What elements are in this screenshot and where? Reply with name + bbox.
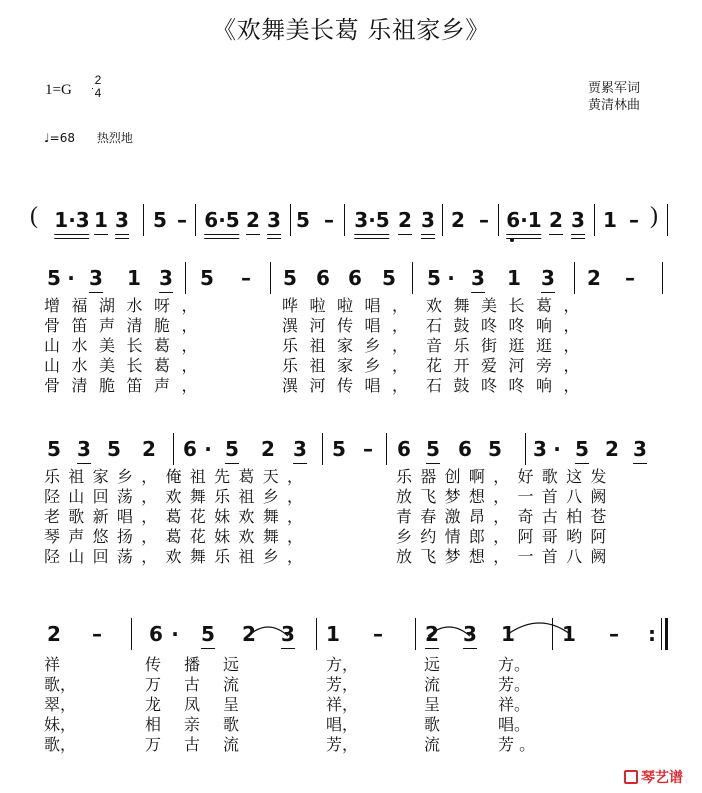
barline (552, 618, 553, 650)
intro-note: 5 (153, 208, 167, 232)
slur-marks (0, 622, 702, 652)
system3-lyrics-col2 (145, 655, 262, 755)
dash: – (609, 622, 619, 646)
note: 5 (427, 266, 441, 290)
lyric-line: 骨清脆笛声， (44, 376, 210, 395)
lyric-line: 潩河传唱， (282, 316, 420, 335)
barline (667, 204, 668, 236)
note: 6 (397, 437, 411, 461)
lyric: 歌， (44, 675, 77, 694)
credits (588, 80, 640, 114)
note: 2 (47, 622, 61, 646)
lyric-line: 潩河传唱， (282, 376, 420, 395)
dash: – (363, 437, 373, 461)
note: 2 (425, 622, 439, 646)
note: 1 (507, 266, 521, 290)
note: 1 (127, 266, 141, 290)
system2-lyrics-col2 (396, 467, 615, 567)
lyric-line: 放飞梦想，一首八阙 (396, 547, 615, 566)
time-top: 2 (94, 73, 102, 87)
lyric: 歌 (424, 715, 441, 734)
barline (185, 262, 186, 294)
final-barline-thin (661, 618, 662, 650)
note: 5 (47, 266, 61, 290)
intro-dash: – (479, 208, 489, 232)
note: 6 (316, 266, 330, 290)
lyric: 祥。 (498, 695, 531, 714)
note: 1 (326, 622, 340, 646)
lyric: 方。 (498, 655, 531, 674)
composer: 黄清林曲 (587, 98, 640, 113)
lyric: 祥， (326, 695, 359, 714)
lyric: 远 (424, 655, 441, 674)
barline (195, 204, 196, 236)
lyric: 芳， (326, 735, 359, 754)
lyric: 芳 。 (498, 735, 536, 754)
lyric-line: 放飞梦想，一首八阙 (396, 487, 615, 506)
intro-note: 2 (451, 208, 465, 232)
intro-note: 6·5 (204, 208, 240, 232)
barline (386, 433, 387, 465)
barline (143, 204, 144, 236)
lyric: 万古流 (145, 735, 263, 754)
dash: – (92, 622, 102, 646)
barline (173, 433, 174, 465)
intro-note: 1 (94, 208, 108, 232)
lyricist: 贾累军词 (587, 81, 640, 96)
note: 6 (183, 437, 197, 461)
intro-note: 3 (571, 208, 585, 232)
lyric: 传播远 (145, 655, 263, 674)
lyric: 相亲歌 (145, 715, 263, 734)
barline (316, 618, 317, 650)
intro-close-paren: ) (650, 203, 658, 229)
lyric-line: 石鼓咚咚响， (426, 376, 592, 395)
dot: · (447, 266, 455, 290)
lyric: 芳。 (498, 675, 531, 694)
lyric-line: 陉山回荡，欢舞乐祖乡， (44, 487, 312, 506)
lyric: 唱。 (498, 715, 531, 734)
lyric: 龙凤呈 (145, 695, 263, 714)
expression-mark: 热烈地 (96, 131, 133, 145)
system1-lyrics-col1 (44, 296, 209, 396)
note: 3 (471, 266, 485, 290)
system3-lyrics-col5 (498, 655, 535, 755)
watermark-logo (624, 767, 683, 787)
note: 5 (47, 437, 61, 461)
lyric: 歌， (44, 735, 77, 754)
note: 3 (159, 266, 173, 290)
lyric-line: 音乐街逛逛， (426, 336, 592, 355)
barline (415, 618, 416, 650)
lyric-line: 花开爱河旁， (426, 356, 592, 375)
note: 5 (201, 622, 215, 646)
lyric-line: 石鼓咚咚响， (426, 316, 592, 335)
barline (344, 204, 345, 236)
lyric-line: 乐祖家乡， (282, 356, 420, 375)
note: 5 (426, 437, 440, 461)
note: 5 (488, 437, 502, 461)
dot: · (204, 437, 212, 461)
intro-note: 2 (549, 208, 563, 232)
note: 5 (283, 266, 297, 290)
barline (498, 204, 499, 236)
intro-note: 6·1 (506, 208, 542, 232)
repeat-dots: : (648, 622, 656, 646)
slur (508, 623, 570, 634)
intro-note: 2 (246, 208, 260, 232)
lyric-line: 乡约情郎，阿哥哟阿 (396, 527, 615, 546)
lyric: 流 (424, 675, 441, 694)
song-title: 《欢舞美长葛 乐祖家乡》 (212, 16, 490, 44)
lyric: 呈 (424, 695, 441, 714)
tempo-mark: ♩=68 (44, 131, 75, 145)
dot: · (67, 266, 75, 290)
lyric-line: 琴声悠扬，葛花妹欢舞， (44, 527, 312, 546)
lyric-line: 乐祖家乡， (282, 336, 420, 355)
barline (442, 204, 443, 236)
barline (290, 204, 291, 236)
note: 3 (633, 437, 647, 461)
system3-lyrics-col1 (44, 655, 76, 755)
note: 2 (587, 266, 601, 290)
note: 2 (242, 622, 256, 646)
note: 2 (605, 437, 619, 461)
note: 3 (463, 622, 477, 646)
lyric: 万古流 (145, 675, 263, 694)
note: 3 (89, 266, 103, 290)
intro-note: 3 (421, 208, 435, 232)
note: 1 (562, 622, 576, 646)
dash: – (373, 622, 383, 646)
dot: · (553, 437, 561, 461)
final-barline-thick (665, 618, 668, 650)
note: 1 (501, 622, 515, 646)
lyric-line: 乐祖家乡，俺祖先葛天， (44, 467, 312, 486)
dash: – (625, 266, 635, 290)
intro-note: 3·5 (354, 208, 390, 232)
note: 3 (293, 437, 307, 461)
note: 5 (225, 437, 239, 461)
lyric: 唱， (326, 715, 359, 734)
intro-note: 5 (296, 208, 310, 232)
barline (322, 433, 323, 465)
lyric-line: 青春激昂，奇古柏苍 (396, 507, 615, 526)
lyric-line: 老歌新唱，葛花妹欢舞， (44, 507, 312, 526)
barline (270, 262, 271, 294)
intro-dash: – (177, 208, 187, 232)
note: 6 (348, 266, 362, 290)
lyric-line: 陉山回荡，欢舞乐祖乡， (44, 547, 312, 566)
lyric-line: 乐器创啊，好歌这发 (396, 467, 615, 486)
time-signature (92, 74, 104, 100)
lyric-line: 增福湖水呀， (44, 296, 210, 315)
watermark-text: 琴艺谱 (641, 770, 683, 786)
lyric-line: 欢舞美长葛， (426, 296, 592, 315)
system1-lyrics-col3 (426, 296, 591, 396)
dot: · (171, 622, 179, 646)
note: 6 (149, 622, 163, 646)
lyric-line: 山水美长葛， (44, 336, 210, 355)
barline (525, 433, 526, 465)
note: 5 (200, 266, 214, 290)
barline (131, 618, 132, 650)
system1-lyrics-col2 (282, 296, 420, 396)
intro-note: 2 (398, 208, 412, 232)
lyric: 翠， (44, 695, 77, 714)
note: 5 (107, 437, 121, 461)
lyric: 方， (326, 655, 359, 674)
note: 5 (575, 437, 589, 461)
note: 5 (332, 437, 346, 461)
note: 5 (382, 266, 396, 290)
lyric-line: 骨笛声清脆， (44, 316, 210, 335)
intro-dash: – (324, 208, 334, 232)
lyric: 芳， (326, 675, 359, 694)
note: 3 (541, 266, 555, 290)
note: 2 (142, 437, 156, 461)
note: 3 (533, 437, 547, 461)
low-octave-dot (510, 238, 514, 242)
note: 2 (261, 437, 275, 461)
logo-icon (624, 770, 638, 784)
intro-note: 3 (267, 208, 281, 232)
tempo-line (44, 129, 133, 146)
lyric: 妹， (44, 715, 77, 734)
time-bottom: 4 (94, 86, 102, 100)
intro-note: 3 (115, 208, 129, 232)
note: 6 (458, 437, 472, 461)
intro-open-paren: ( (30, 203, 38, 229)
system3-lyrics-col4 (424, 655, 440, 755)
intro-dash: – (629, 208, 639, 232)
lyric-line: 山水美长葛， (44, 356, 210, 375)
note: 3 (281, 622, 295, 646)
intro-note: 1·3 (54, 208, 90, 232)
key-signature: 1=G (45, 82, 72, 98)
lyric-line: 哗啦啦唱， (282, 296, 420, 315)
dash: – (241, 266, 251, 290)
lyric: 祥 (44, 655, 61, 674)
note: 3 (77, 437, 91, 461)
system3-lyrics-col3 (326, 655, 358, 755)
system2-lyrics-col1 (44, 467, 311, 567)
barline (412, 262, 413, 294)
lyric: 流 (424, 735, 441, 754)
barline (594, 204, 595, 236)
barline (662, 262, 663, 294)
intro-note: 1 (603, 208, 617, 232)
barline (574, 262, 575, 294)
